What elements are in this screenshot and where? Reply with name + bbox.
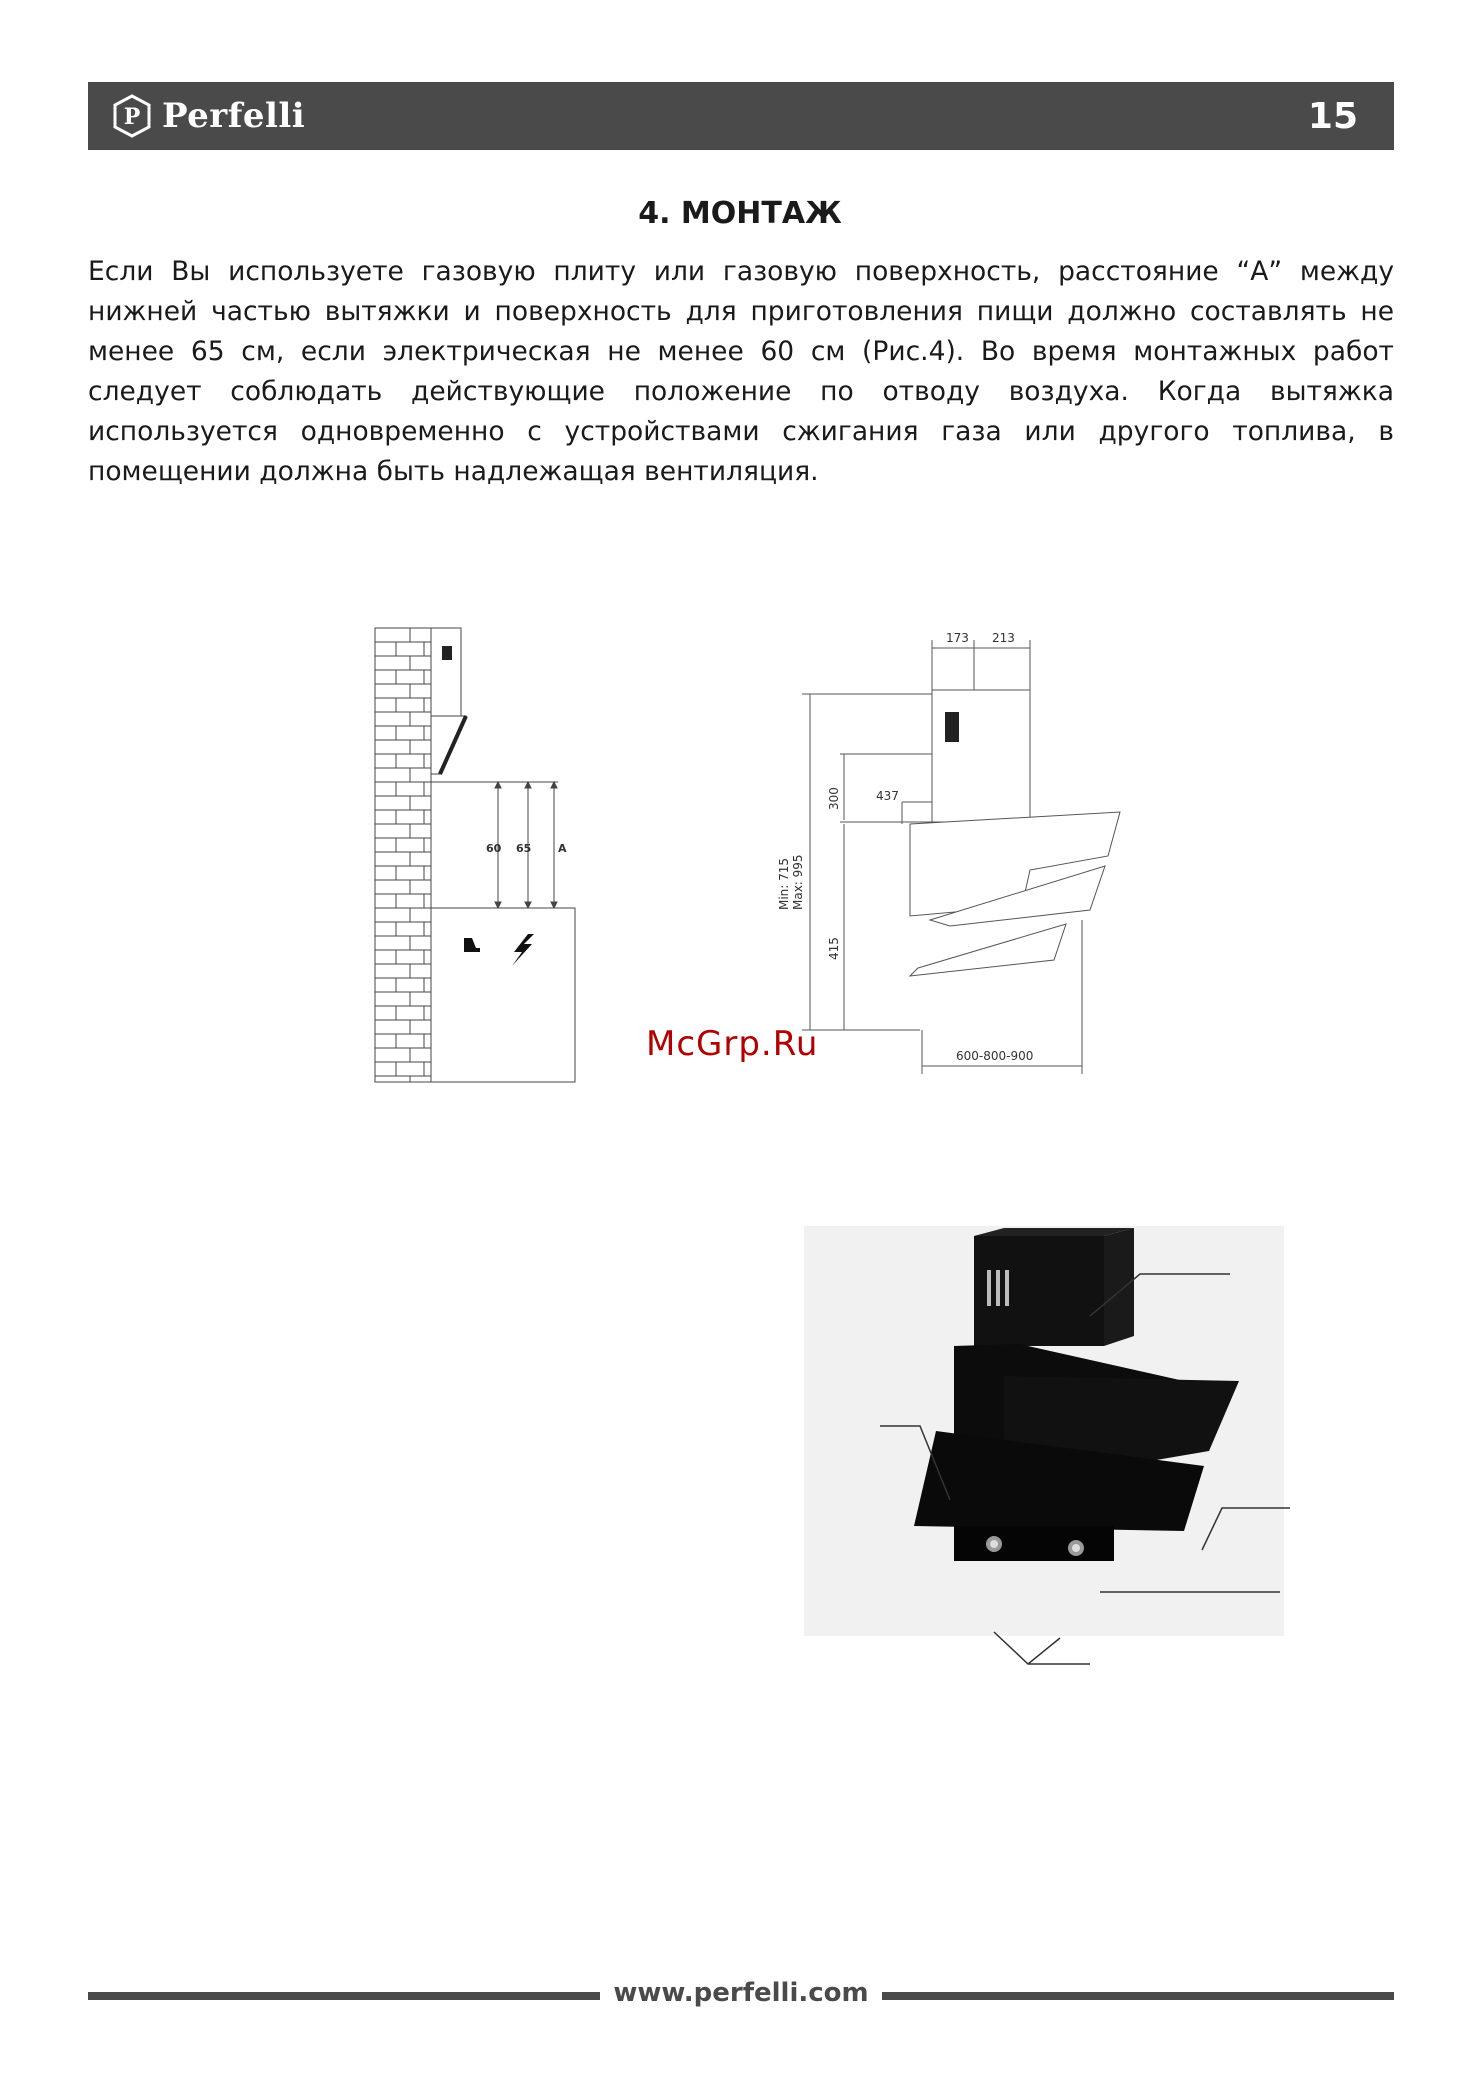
label-60: 60 — [486, 842, 502, 855]
footer-rule-left — [88, 1992, 600, 2000]
section-title: 4. МОНТАЖ — [638, 196, 842, 231]
label-65: 65 — [516, 842, 532, 855]
cooker — [431, 908, 575, 1082]
brand-logo — [112, 94, 305, 138]
dim-max: Max: 995 — [791, 854, 805, 910]
chimney-vent — [945, 712, 959, 742]
callout-lines — [860, 1260, 1320, 1680]
page-number: 15 — [1307, 96, 1358, 137]
vent-grille — [442, 646, 452, 660]
dim-300: 300 — [827, 787, 841, 810]
dim-415: 415 — [827, 937, 841, 960]
label-a: A — [558, 842, 567, 855]
logo-icon — [112, 94, 152, 138]
installation-diagram — [368, 622, 588, 1084]
brick-wall — [375, 628, 431, 1082]
dim-width: 600-800-900 — [956, 1049, 1034, 1063]
dim-173: 173 — [946, 631, 969, 645]
svg-text:P: P — [123, 104, 141, 130]
brand-name: Perfelli — [162, 96, 306, 136]
watermark: McGrp.Ru — [646, 1024, 819, 1064]
chimney — [431, 628, 461, 716]
dim-437: 437 — [876, 789, 899, 803]
dim-213: 213 — [992, 631, 1015, 645]
footer-url[interactable]: www.perfelli.com — [613, 1978, 869, 2008]
dim-min: Min: 715 — [777, 857, 791, 910]
section-body: Если Вы используете газовую плиту или газовую поверхность, расстояние “А” между нижней частью вытяжки и поверхность для приготовления пищи должно составлять не менее 65 см, если электрическая не менее 60 см (Рис.4). Во время монтажных работ следует соблюдать действующие положение по отводу воздуха. Когда вытяжка используется одновременно с устройствами сжигания газа или другого топлива, в помещении должна быть надлежащая вентиляция. — [88, 256, 1394, 487]
header-bar — [88, 82, 1394, 150]
dimension-drawing — [760, 620, 1180, 1090]
footer-rule-right — [882, 1992, 1394, 2000]
